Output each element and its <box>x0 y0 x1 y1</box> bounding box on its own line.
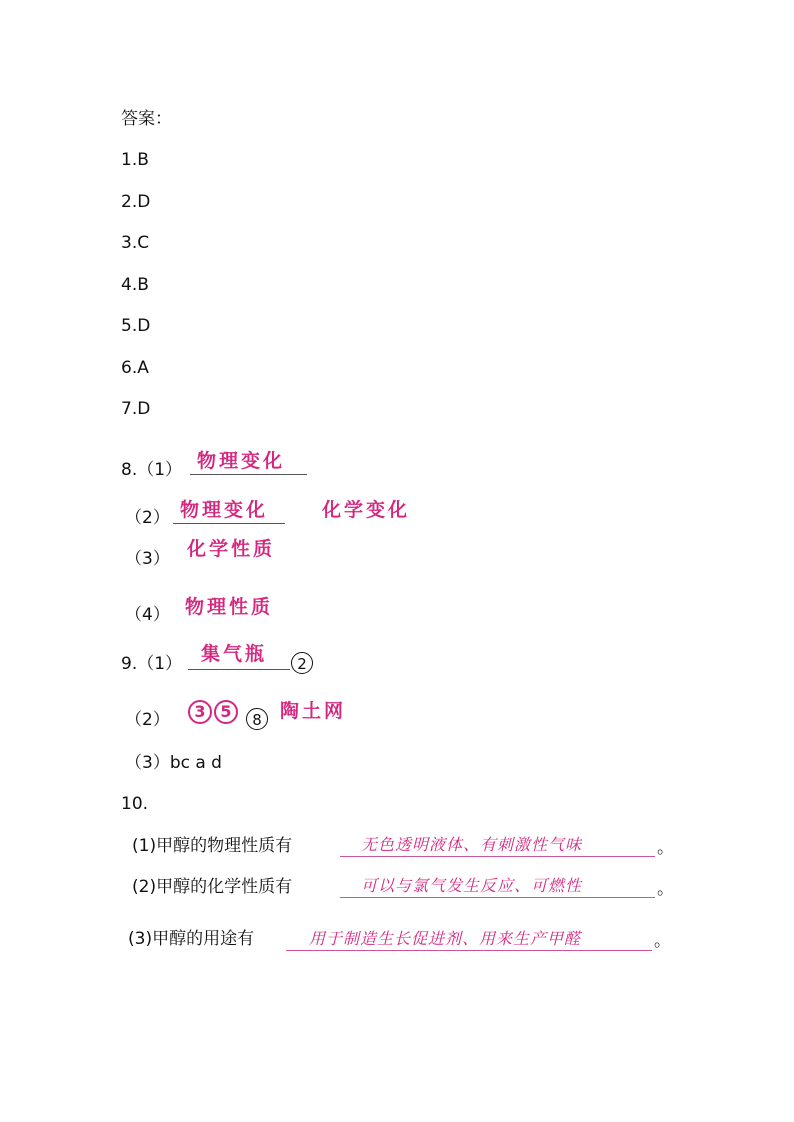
q9-label-1: 9.（1） <box>121 654 183 674</box>
q10-underline-2 <box>340 897 655 898</box>
q8-label-2: （2） <box>125 508 170 528</box>
q10-part3-end: 。 <box>654 931 671 951</box>
circled-number-8: 8 <box>246 708 268 730</box>
answer-item-3: 3.C <box>121 233 150 253</box>
q8-answer-2b: 化学变化 <box>322 499 411 521</box>
q9-line-3: （3）bc a d <box>125 753 222 773</box>
q10-part2-end: 。 <box>657 879 674 899</box>
circled-number-5: 5 <box>214 700 238 724</box>
q8-label-4: （4） <box>125 605 170 625</box>
q9-answer-2-numbers <box>188 700 240 724</box>
q10-part1-answer: 无色透明液体、有刺激性气味 <box>361 835 583 854</box>
q10-label: 10. <box>121 794 149 814</box>
q9-label-2: （2） <box>125 710 170 730</box>
circled-number-2: 2 <box>291 652 313 674</box>
q10-underline-3 <box>286 950 652 951</box>
answer-item-4: 4.B <box>121 275 149 295</box>
q8-label-1: 8.（1） <box>121 460 183 480</box>
q10-part2-prefix: (2)甲醇的化学性质有 <box>132 877 293 897</box>
q9-circled-number <box>291 652 313 674</box>
q10-part2-answer: 可以与氯气发生反应、可燃性 <box>361 876 583 895</box>
q8-answer-3: 化学性质 <box>187 538 276 560</box>
q8-answer-4: 物理性质 <box>185 596 274 618</box>
q10-part3-answer: 用于制造生长促进剂、用来生产甲醛 <box>309 929 582 948</box>
q8-label-3: （3） <box>125 549 170 569</box>
circled-number-3: 3 <box>188 700 212 724</box>
q8-answer-2a: 物理变化 <box>180 499 269 521</box>
q10-part3-prefix: (3)甲醇的用途有 <box>128 929 255 949</box>
answer-title: 答案： <box>121 109 172 129</box>
q8-underline-1 <box>190 474 307 475</box>
q9-answer-2-text: 陶土网 <box>280 700 347 722</box>
answer-item-6: 6.A <box>121 358 149 378</box>
answer-item-1: 1.B <box>121 150 149 170</box>
answer-item-7: 7.D <box>121 399 151 419</box>
answer-item-2: 2.D <box>121 192 151 212</box>
q9-answer-2-number-8 <box>246 708 268 730</box>
q8-answer-1: 物理变化 <box>197 450 286 472</box>
q10-part1-end: 。 <box>657 838 674 858</box>
q9-answer-1: 集气瓶 <box>201 643 268 665</box>
q10-part1-prefix: (1)甲醇的物理性质有 <box>132 836 293 856</box>
answer-item-5: 5.D <box>121 316 151 336</box>
q8-underline-2 <box>173 523 285 524</box>
q9-underline-1 <box>188 669 290 670</box>
q10-underline-1 <box>340 856 655 857</box>
